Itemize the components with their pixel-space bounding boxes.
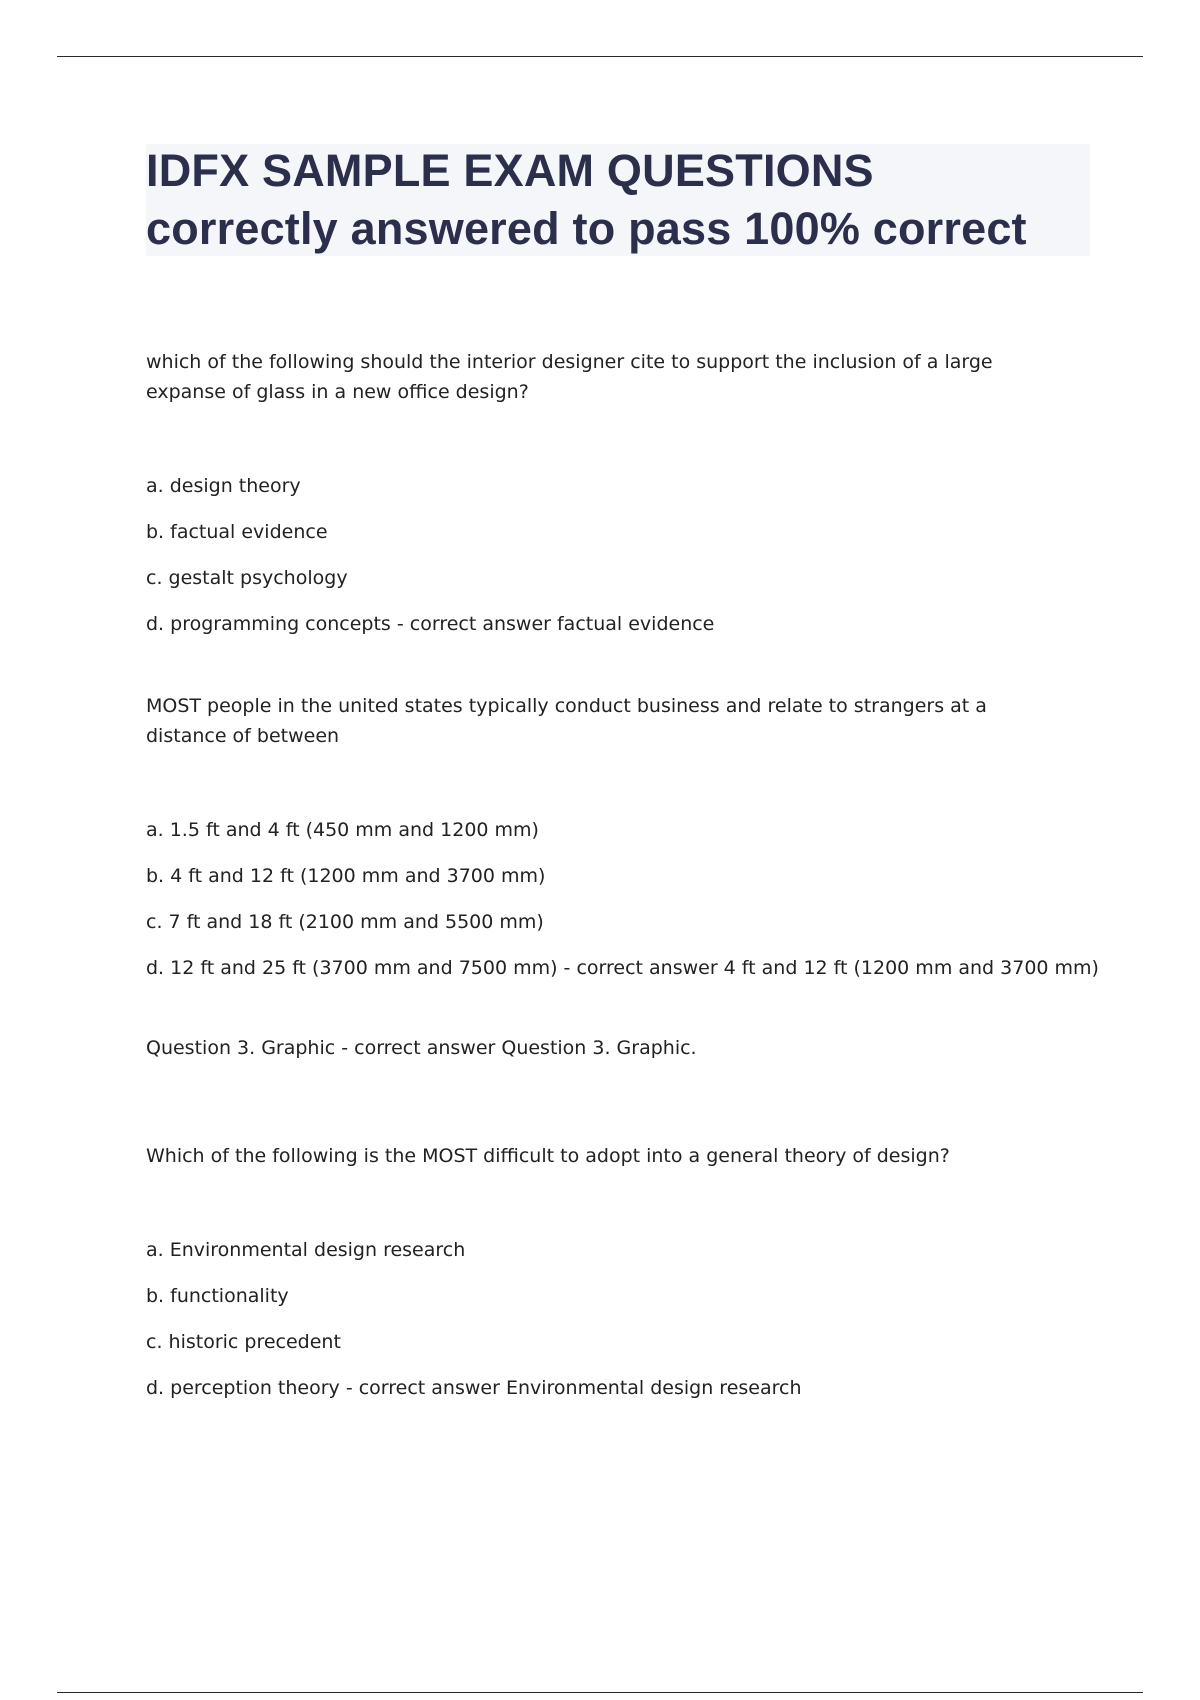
answer-option: c. historic precedent <box>146 1331 341 1353</box>
question-text: Which of the following is the MOST difficult to adopt into a general theory of design? <box>146 1145 950 1167</box>
answer-option: a. Environmental design research <box>146 1239 466 1261</box>
top-rule <box>57 56 1143 57</box>
answer-options <box>146 473 1066 637</box>
question-3-text: Question 3. Graphic - correct answer Question 3. Graphic. <box>146 1037 697 1059</box>
document-body <box>146 347 1099 1455</box>
question-4 <box>146 1141 1066 1401</box>
document-title <box>146 142 1106 258</box>
answer-options <box>146 817 1099 981</box>
question-text: MOST people in the united states typically conduct business and relate to strangers at a distance of between <box>146 695 987 747</box>
title-line-2: correctly answered to pass 100% correct <box>146 203 1027 254</box>
answer-option: b. functionality <box>146 1285 289 1307</box>
answer-option: c. gestalt psychology <box>146 567 348 589</box>
answer-options <box>146 1237 1066 1401</box>
answer-option: b. factual evidence <box>146 521 328 543</box>
question-2 <box>146 691 1099 981</box>
answer-option: d. 12 ft and 25 ft (3700 mm and 7500 mm) - correct answer 4 ft and 12 ft (1200 mm and 3700 mm) <box>146 957 1099 979</box>
bottom-rule <box>57 1692 1143 1693</box>
answer-option: b. 4 ft and 12 ft (1200 mm and 3700 mm) <box>146 865 546 887</box>
question-1 <box>146 347 1066 637</box>
question-text: which of the following should the interior designer cite to support the inclusion of a large expanse of glass in a new office design? <box>146 351 993 403</box>
answer-option: d. programming concepts - correct answer factual evidence <box>146 613 715 635</box>
answer-option: d. perception theory - correct answer Environmental design research <box>146 1377 802 1399</box>
title-line-1: IDFX SAMPLE EXAM QUESTIONS <box>146 145 874 196</box>
answer-option: a. design theory <box>146 475 301 497</box>
answer-option: a. 1.5 ft and 4 ft (450 mm and 1200 mm) <box>146 819 539 841</box>
answer-option: c. 7 ft and 18 ft (2100 mm and 5500 mm) <box>146 911 544 933</box>
